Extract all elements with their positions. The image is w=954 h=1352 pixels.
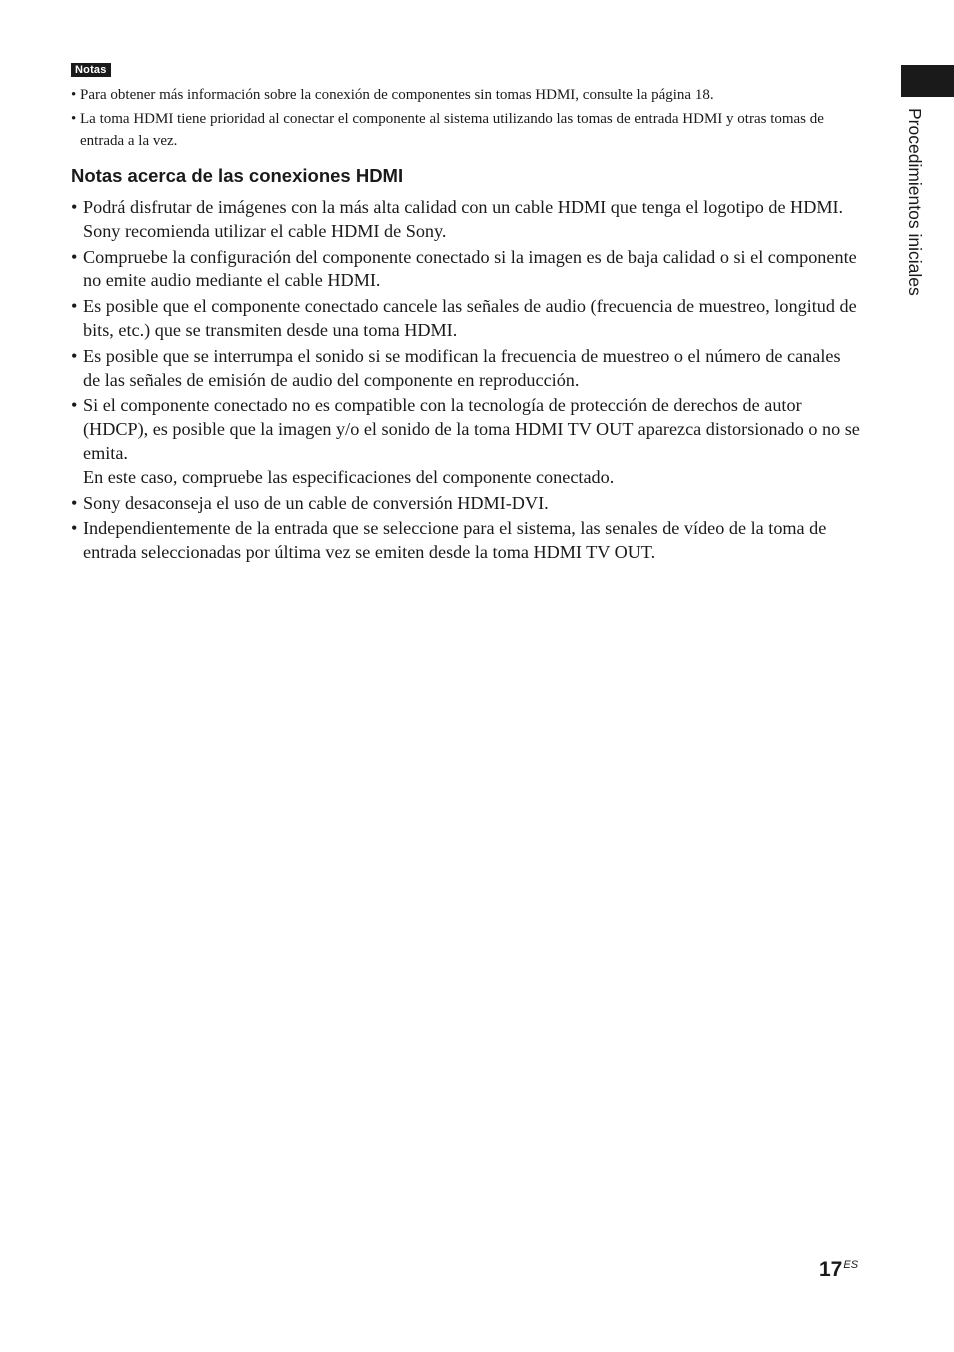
- bullet-icon: •: [71, 87, 77, 103]
- list-item: [71, 492, 861, 516]
- list-item-text: Podrá disfrutar de imágenes con la más alta calidad con un cable HDMI que tenga el logotipo de HDMI. Sony recomienda utilizar el cable HDMI de Sony.: [83, 197, 844, 241]
- page-number: [819, 1258, 858, 1282]
- section-tab-marker: [901, 65, 954, 97]
- bullet-icon: •: [71, 345, 78, 366]
- note-item: [71, 84, 861, 106]
- hdmi-notes-list: [71, 196, 861, 567]
- list-item: [71, 295, 861, 343]
- notes-badge: Notas: [71, 63, 111, 77]
- bullet-icon: •: [71, 395, 78, 416]
- list-item-text: Compruebe la configuración del componente conectado si la imagen es de baja calidad o si el componente no emite audio mediante el cable HDMI.: [83, 246, 857, 291]
- list-item: [71, 394, 861, 489]
- list-item-text: Independientemente de la entrada que se seleccione para el sistema, las senales de vídeo de la toma de entrada seleccionadas por última vez se emiten desde la toma HDMI TV OUT.: [83, 518, 827, 563]
- section-heading: Notas acerca de las conexiones HDMI: [71, 165, 404, 186]
- bullet-icon: •: [71, 296, 78, 317]
- bullet-icon: •: [71, 197, 78, 217]
- bullet-icon: •: [71, 111, 77, 127]
- notes-list: [71, 84, 861, 154]
- list-item: [71, 517, 861, 565]
- bullet-icon: •: [71, 518, 78, 539]
- list-item-text: Es posible que se interrumpa el sonido si se modifican la frecuencia de muestreo o el número de canales de las señales de emisión de audio del componente en reproducción.: [83, 345, 841, 390]
- note-text: La toma HDMI tiene prioridad al conectar el componente al sistema utilizando las tomas de entrada HDMI y otras tomas de entrada a la vez.: [80, 111, 824, 149]
- page-language-suffix: ES: [843, 1259, 859, 1271]
- note-text: Para obtener más información sobre la conexión de componentes sin tomas HDMI, consulte la página 18.: [80, 87, 714, 103]
- bullet-icon: •: [71, 246, 78, 267]
- list-item: [71, 246, 861, 294]
- list-item-text: Sony desaconseja el uso de un cable de conversión HDMI-DVI.: [83, 492, 549, 513]
- section-tab-label: Procedimientos iniciales: [905, 108, 925, 296]
- list-item: [71, 345, 861, 393]
- list-item-text: Es posible que el componente conectado cancele las señales de audio (frecuencia de muestreo, longitud de bits, etc.) que se transmiten desde una toma HDMI.: [83, 296, 857, 340]
- list-item-extra-text: En este caso, compruebe las especificaciones del componente conectado.: [83, 466, 615, 487]
- page-number-value: 17: [819, 1258, 843, 1281]
- note-item: [71, 108, 861, 152]
- list-item: [71, 196, 861, 244]
- list-item-text: Si el componente conectado no es compatible con la tecnología de protección de derechos de autor (HDCP), es posible que la imagen y/o el sonido de la toma HDMI TV OUT aparezca distorsionado o no se emita.: [83, 395, 860, 463]
- bullet-icon: •: [71, 492, 78, 513]
